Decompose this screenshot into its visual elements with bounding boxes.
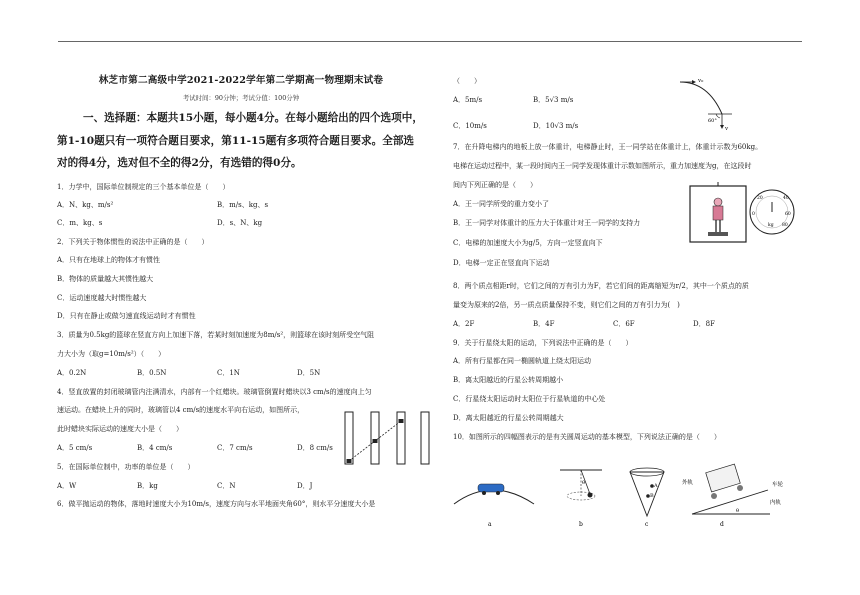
- option-b: B．kg: [137, 481, 158, 490]
- question-stem: 3．质量为0.5kg的篮球在竖直方向上加速下落，若某时刻加速度为8m/s²，则篮球在该时刻所受空气阻: [57, 331, 375, 340]
- car-icon: [478, 484, 504, 492]
- option-b: B．5√3 m/s: [533, 95, 574, 104]
- elevator-figure: [688, 182, 798, 244]
- question-stem: 8．两个质点相距r时，它们之间的万有引力为F，若它们间的距离缩短为r/2，其中一个质点的质: [453, 282, 749, 291]
- option-d: D．电梯一定正在竖直向下运动: [453, 259, 550, 268]
- option-d: D．5N: [297, 368, 321, 377]
- option-b: B．4 cm/s: [137, 444, 173, 453]
- fig-label-c: c: [645, 521, 649, 528]
- option-d: D．只有在静止或做匀速直线运动时才有惯性: [57, 312, 196, 321]
- option-b: B．物体的质量越大其惯性越大: [57, 274, 154, 283]
- question-stem: 6．做平抛运动的物体，落地时速度大小为10m/s，速度方向与水平地面夹角60°，则水平分速度大小是: [57, 500, 376, 509]
- person-head-icon: [714, 198, 722, 206]
- section-heading-line: 第1-10题只有一项符合题目要求，第11-15题有多项符合题目要求。全部选: [57, 134, 415, 147]
- model-b-pendulum: [560, 470, 602, 500]
- question-stem: （ ）: [453, 77, 481, 85]
- theta-label: θ: [582, 480, 586, 486]
- top-rule: [58, 41, 802, 42]
- wheel-label: 车轮: [772, 482, 784, 488]
- angle-label: 60°: [708, 118, 717, 124]
- point-a-label: A: [654, 483, 658, 489]
- exam-subtitle: 考试时间：90分钟；考试分值：100分钟: [182, 93, 300, 102]
- exam-title: 林芝市第二高级中学2021-2022学年第二学期高一物理期末试卷: [98, 75, 384, 86]
- option-c: C．m、kg、s: [57, 219, 103, 228]
- option-d: D．J: [297, 481, 313, 490]
- question-9: [453, 334, 805, 428]
- model-a-hump: [454, 484, 534, 504]
- point-b-label: B: [650, 493, 654, 499]
- question-stem: 5．在国际单位制中，功率的单位是（ ）: [57, 462, 195, 471]
- options-row: [57, 214, 425, 233]
- option-d: D．8 cm/s: [297, 444, 333, 453]
- option-b: B．m/s、kg、s: [217, 200, 269, 209]
- option-b: B．王一同学对体重计的压力大于体重计对王一同学的支持力: [453, 218, 641, 227]
- option-a: A．0.2N: [57, 368, 87, 377]
- question-stem: 力大小为（取g=10m/s²）（ ）: [57, 350, 166, 359]
- question-10: [453, 428, 805, 447]
- options-row: [57, 477, 425, 496]
- option-c: C．10m/s: [453, 121, 487, 130]
- option-c: C．6F: [613, 319, 635, 328]
- question-stem: 9．关于行星绕太阳的运动，下列说法中正确的是（ ）: [453, 338, 633, 347]
- v-label: v: [725, 126, 729, 132]
- option-a: A．5 cm/s: [57, 444, 93, 453]
- fig-label-d: d: [720, 521, 724, 528]
- question-3: [57, 326, 425, 382]
- question-stem: 1．力学中，国际单位制规定的三个基本单位是（ ）: [57, 182, 230, 191]
- option-d: D．8F: [693, 319, 715, 328]
- model-d-rail: [682, 464, 784, 514]
- projectile-figure: [672, 74, 734, 132]
- right-column: [453, 60, 805, 446]
- option-c: C．电梯的加速度大小为g/5，方向一定竖直向下: [453, 239, 603, 248]
- options-row: [453, 315, 805, 334]
- option-c: C．行星绕太阳运动时太阳位于行星轨道的中心处: [453, 394, 606, 403]
- options-row: [453, 91, 805, 110]
- option-a: A．只有在地球上的物体才有惯性: [57, 256, 161, 265]
- question-stem: 电梯在运动过程中，某一段时间内王一同学发现体重计示数如图所示，重力加速度为g，在这段时: [453, 162, 752, 171]
- question-1: [57, 178, 425, 234]
- glass-tube-figure: [343, 410, 431, 466]
- person-body-icon: [713, 206, 723, 220]
- option-a: A．2F: [453, 319, 475, 328]
- option-d: D．s、N、kg: [217, 219, 263, 228]
- option-b: B．4F: [533, 319, 555, 328]
- question-8: [453, 277, 805, 333]
- dial-60-label: 60: [785, 212, 791, 217]
- question-stem: 此时蜡块实际运动的速度大小是（ ）: [57, 425, 183, 434]
- theta-d-label: θ: [736, 508, 740, 514]
- section-heading: [57, 107, 425, 175]
- question-6: [453, 72, 805, 135]
- question-stem: 4．竖直放置的封闭玻璃管内注满清水，内部有一个红蜡块。玻璃管倒置时蜡块以3 cm/s的速度向上匀: [57, 387, 372, 396]
- option-b: B．0.5N: [137, 368, 167, 377]
- circular-motion-figure: [452, 456, 802, 534]
- section-heading-line: 对的得4分，选对但不全的得2分，有选错的得0分。: [57, 157, 302, 169]
- model-c-cone: [630, 468, 664, 516]
- dial-40-label: 40: [783, 196, 789, 201]
- option-a: A．N、kg、m/s²: [57, 200, 114, 209]
- option-a: A．王一同学所受的重力变小了: [453, 199, 550, 208]
- scale-icon: [708, 232, 728, 236]
- question-stem: 10．如图所示的四幅图表示的是有关圆周运动的基本模型，下列说法正确的是（ ）: [453, 432, 721, 441]
- option-a: A．W: [57, 481, 77, 490]
- option-a: A．5m/s: [453, 95, 483, 104]
- fig-label-b: b: [579, 521, 583, 528]
- option-b: B．离太阳越近的行星公转周期越小: [453, 376, 564, 385]
- option-d: D．离太阳越近的行星公转周期越大: [453, 413, 564, 422]
- dial-0-label: 0: [752, 212, 755, 217]
- option-d: D．10√3 m/s: [533, 121, 579, 130]
- v0-label: v₀: [698, 78, 704, 84]
- question-6-stem: [57, 495, 425, 514]
- option-c: C．运动速度越大时惯性越大: [57, 293, 147, 302]
- fig-label-a: a: [488, 521, 492, 528]
- section-heading-line: 一、选择题：本题共15小题，每小题4分。在每小题给出的四个选项中，: [83, 112, 423, 124]
- question-stem: 速运动。在蜡块上升的同时，玻璃管以4 cm/s的速度水平向右运动，如图所示，: [57, 406, 305, 415]
- question-stem: 7．在升降电梯内的地板上放一体重计，电梯静止时，王一同学站在体重计上，体重计示数为60kg。: [453, 143, 763, 152]
- dial-20-label: 20: [757, 196, 763, 201]
- inner-rail-label: 内轨: [770, 500, 782, 506]
- option-c: C．1N: [217, 368, 240, 377]
- outer-rail-label: 外轨: [682, 480, 694, 486]
- options-row: [57, 196, 425, 215]
- question-stem: 量变为原来的2倍，另一质点质量保持不变，则它们之间的万有引力为( ): [453, 300, 680, 309]
- options-row: [453, 117, 805, 136]
- dial-unit-label: kg: [768, 223, 774, 228]
- question-2: [57, 233, 425, 326]
- question-stem: 间内下列正确的是（ ）: [453, 180, 537, 189]
- option-c: C．N: [217, 481, 236, 490]
- dial-80-label: 80: [782, 223, 788, 228]
- question-stem: 2．下列关于物体惯性的说法中正确的是（ ）: [57, 238, 209, 247]
- option-a: A．所有行星都在同一椭圆轨道上绕太阳运动: [453, 357, 592, 366]
- options-row: [57, 364, 425, 383]
- option-c: C．7 cm/s: [217, 444, 253, 453]
